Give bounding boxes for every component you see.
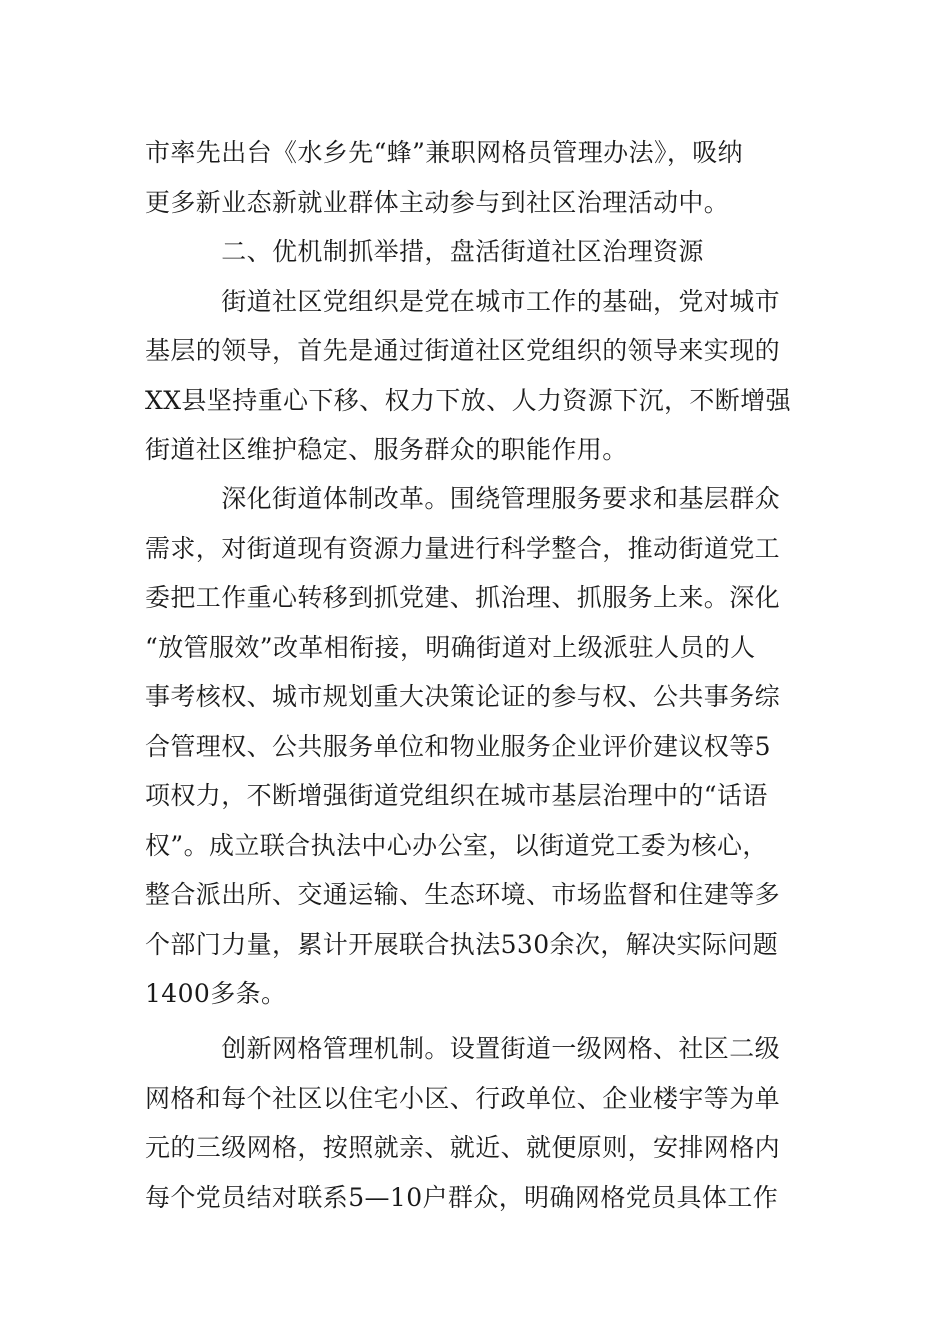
body-text-middle <box>145 474 825 1019</box>
text-line: 创新网格管理机制。设置街道一级网格、社区二级 <box>145 1034 781 1063</box>
text-line: 项权力，不断增强街道党组织在城市基层治理中的“话语 <box>145 781 768 810</box>
text-line: XX县坚持重心下移、权力下放、人力资源下沉，不断增强 <box>145 385 791 415</box>
text-line: 基层的领导，首先是通过街道社区党组织的领导来实现的 <box>145 336 781 365</box>
text-line: 街道社区党组织是党在城市工作的基础，党对城市 <box>145 286 781 316</box>
text-line: 合管理权、公共服务单位和物业服务企业评价建议权等5 <box>145 731 771 761</box>
text-line: 街道社区维护稳定、服务群众的职能作用。 <box>145 435 628 464</box>
text-line: 事考核权、城市规划重大决策论证的参与权、公共事务综 <box>145 682 781 711</box>
text-line: 元的三级网格，按照就亲、就近、就便原则，安排网格内 <box>145 1133 781 1162</box>
text-line: 每个党员结对联系5—10户群众，明确网格党员具体工作 <box>145 1182 779 1212</box>
body-text-bottom <box>145 1024 825 1222</box>
text-line: 市率先出台《水乡先“蜂”兼职网格员管理办法》，吸纳 <box>145 138 744 167</box>
section-heading: 二、优机制抓举措，盘活街道社区治理资源 <box>145 237 704 266</box>
body-text-top <box>145 128 825 475</box>
text-line: 网格和每个社区以住宅小区、行政单位、企业楼宇等为单 <box>145 1083 781 1113</box>
text-line: 深化街道体制改革。围绕管理服务要求和基层群众 <box>145 484 781 513</box>
text-line: 需求，对街道现有资源力量进行科学整合，推动街道党工 <box>145 533 781 563</box>
text-line: 权”。成立联合执法中心办公室，以街道党工委为核心， <box>145 830 768 860</box>
text-line: “放管服效”改革相衔接，明确街道对上级派驻人员的人 <box>145 632 756 662</box>
text-line: 个部门力量，累计开展联合执法530余次，解决实际问题 <box>145 929 779 959</box>
text-line: 整合派出所、交通运输、生态环境、市场监督和住建等多 <box>145 880 781 909</box>
text-line: 委把工作重心转移到抓党建、抓治理、抓服务上来。深化 <box>145 583 781 612</box>
text-line: 1400多条。 <box>145 979 287 1008</box>
text-line: 更多新业态新就业群体主动参与到社区治理活动中。 <box>145 187 730 217</box>
